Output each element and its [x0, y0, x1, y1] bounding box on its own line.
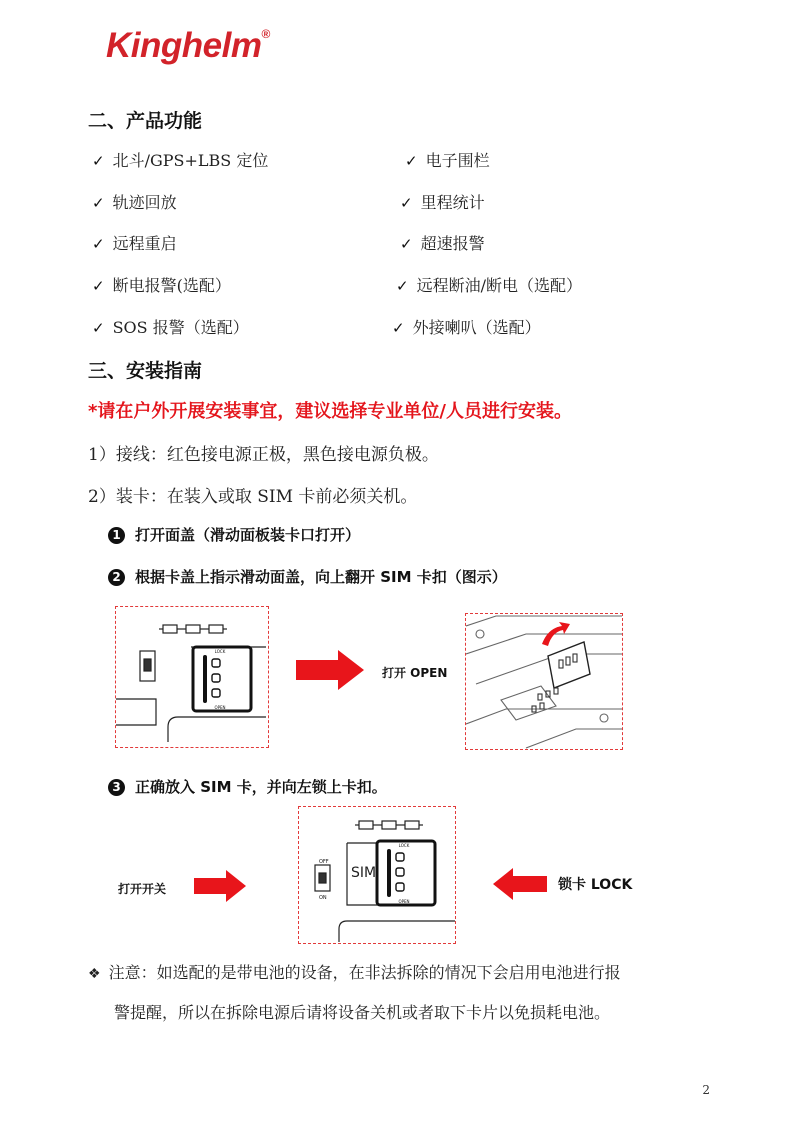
section-title-features: 二、产品功能 [88, 110, 203, 132]
note-line-1: ❖ 注意：如选配的是带电池的设备，在非法拆除的情况下会启用电池进行报 [88, 963, 621, 982]
feature-item: ✓ SOS 报警（选配） [92, 318, 249, 337]
step-number: 3 [108, 779, 125, 796]
check-icon: ✓ [92, 152, 105, 170]
check-icon: ✓ [92, 277, 105, 295]
left-arrow-icon [493, 868, 547, 900]
install-warning: *请在户外开展安装事宜，建议选择专业单位/人员进行安装。 [88, 401, 572, 422]
device-photo-open [465, 613, 623, 750]
feature-item: ✓ 远程重启 [92, 234, 177, 253]
check-icon: ✓ [92, 235, 105, 253]
step-2: 2 根据卡盖上指示滑动面盖，向上翻开 SIM 卡扣（图示） [108, 566, 507, 587]
step-number: 1 [108, 527, 125, 544]
switch-label: 打开开关 [118, 882, 167, 896]
feature-item: ✓ 超速报警 [400, 234, 485, 253]
check-icon: ✓ [92, 319, 105, 337]
lock-label: 锁卡 LOCK [558, 877, 633, 893]
feature-item: ✓ 北斗/GPS+LBS 定位 [92, 151, 269, 170]
wiring-instruction: 1）接线：红色接电源正极，黑色接电源负极。 [88, 445, 439, 465]
off-label: OFF [319, 859, 329, 865]
page-number: 2 [702, 1083, 710, 1097]
open-small-label: OPEN [398, 899, 410, 904]
note-line-2: 警提醒，所以在拆除电源后请将设备关机或者取下卡片以免损耗电池。 [114, 1003, 611, 1022]
right-arrow-icon [194, 870, 246, 902]
sim-slot-diagram-open [115, 606, 269, 748]
step-3: 3 正确放入 SIM 卡，并向左锁上卡扣。 [108, 776, 387, 797]
feature-item: ✓ 轨迹回放 [92, 193, 177, 212]
sim-slot-drawing [299, 807, 455, 943]
right-arrow-icon [296, 650, 364, 690]
open-small-label: OPEN [214, 705, 226, 710]
check-icon: ✓ [405, 152, 418, 170]
check-icon: ✓ [392, 319, 405, 337]
check-icon: ✓ [400, 235, 413, 253]
on-label: ON [319, 895, 327, 901]
open-label: 打开 OPEN [382, 666, 448, 680]
step-number: 2 [108, 569, 125, 586]
check-icon: ✓ [396, 277, 409, 295]
lock-small-label: LOCK [214, 649, 226, 654]
diamond-bullet-icon: ❖ [88, 966, 101, 982]
feature-item: ✓ 远程断油/断电（选配） [396, 276, 582, 295]
check-icon: ✓ [92, 194, 105, 212]
brand-logo: Kinghelm® [106, 26, 270, 65]
sim-text: SIM [351, 865, 377, 881]
section-title-install: 三、安装指南 [88, 360, 203, 382]
feature-item: ✓ 外接喇叭（选配） [392, 318, 541, 337]
check-icon: ✓ [400, 194, 413, 212]
sim-slot-drawing [116, 607, 268, 747]
sim-slot-diagram-lock [298, 806, 456, 944]
step-1: 1 打开面盖（滑动面板装卡口打开） [108, 524, 360, 545]
sim-instruction: 2）装卡：在装入或取 SIM 卡前必须关机。 [88, 487, 418, 507]
feature-item: ✓ 电子围栏 [405, 151, 490, 170]
feature-item: ✓ 断电报警(选配） [92, 276, 231, 295]
lock-small-label: LOCK [398, 843, 410, 848]
feature-item: ✓ 里程统计 [400, 193, 485, 212]
device-drawing [466, 614, 622, 749]
